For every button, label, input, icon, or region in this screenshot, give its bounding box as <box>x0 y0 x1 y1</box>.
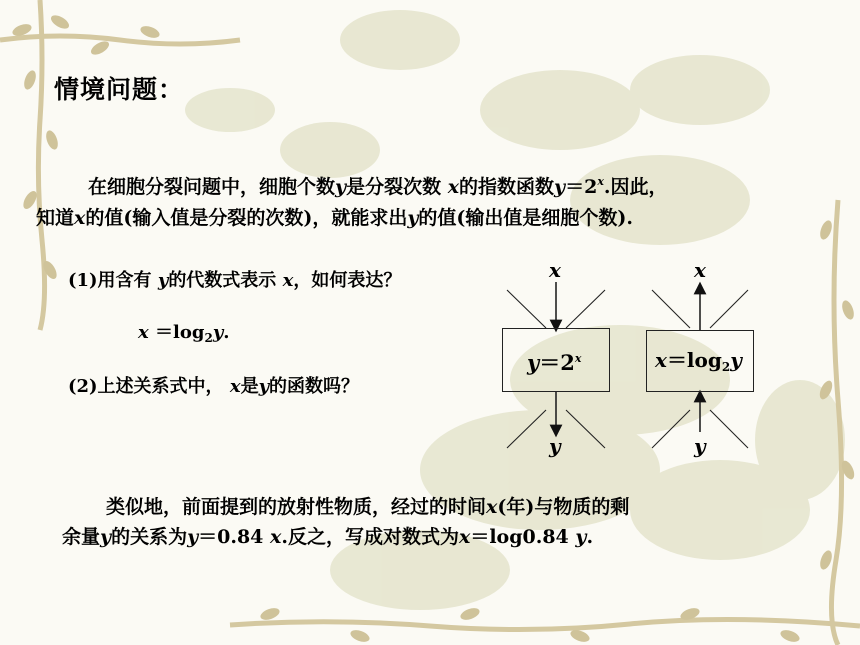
answer-1: $x =\log_2y$. <box>138 322 230 345</box>
right-input-y: y <box>694 434 706 458</box>
slide-title: 情境问题： <box>54 75 185 104</box>
outro-line-1: 类似地，前面提到的放射性物质，经过的时间x(年)与物质的剩 <box>106 496 630 518</box>
intro-line-1: 在细胞分裂问题中，细胞个数y是分裂次数 x的指数函数$y=2^x$.因此， <box>88 175 668 198</box>
right-ray-br <box>710 410 748 448</box>
right-ray-bl <box>652 410 690 448</box>
right-ray-tr <box>710 290 748 328</box>
question-1: (1)用含有 y的代数式表示 x，如何表达？ <box>68 270 402 291</box>
right-output-x: x <box>694 258 706 282</box>
right-ray-tl <box>652 290 690 328</box>
left-input-x: x <box>549 258 561 282</box>
left-ray-tl <box>507 290 546 328</box>
intro-line-2: 知道x的值(输入值是分裂的次数)，就能求出y的值(输出值是细胞个数). <box>36 207 633 229</box>
question-2: (2)上述关系式中， x是y的函数吗？ <box>68 376 360 397</box>
left-ray-tr <box>566 290 605 328</box>
outro-line-2: 余量y的关系为y＝0.84 x.反之，写成对数式为x＝log0.84 y. <box>62 526 594 548</box>
left-output-y: y <box>549 434 561 458</box>
left-ray-bl <box>507 410 546 448</box>
left-ray-br <box>566 410 605 448</box>
exp-function-label: $y=2^x$ <box>527 350 582 375</box>
log-function-label: $x=\log_2y$ <box>655 348 742 374</box>
